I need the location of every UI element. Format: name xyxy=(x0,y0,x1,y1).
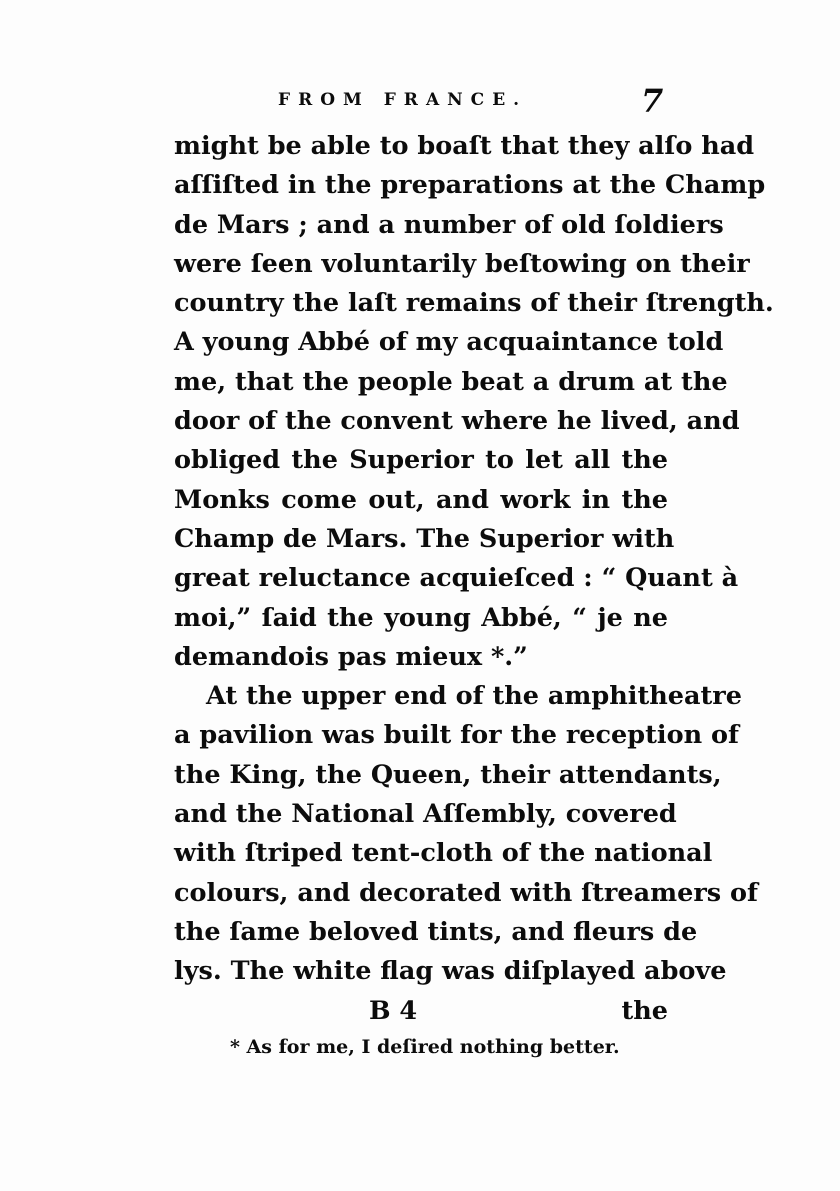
text-line-20: colours, and decorated with ſtreamers of xyxy=(174,877,758,908)
text-line-11: Champ de Mars. The Superior with xyxy=(174,523,675,554)
signature-line xyxy=(174,992,668,1031)
text-line-3: de Mars ; and a number of old ſoldiers xyxy=(174,209,724,240)
page-header xyxy=(0,82,840,122)
catchword: the xyxy=(621,995,668,1026)
text-line-7: me, that the people beat a drum at the xyxy=(174,366,728,397)
text-line-5: country the laſt remains of their ſtrength. xyxy=(174,288,774,319)
text-line-22: lys. The white flag was diſplayed above xyxy=(174,956,727,987)
text-line-6: A young Abbé of my acquaintance told xyxy=(174,327,724,358)
text-line-21: the ſame beloved tints, and fleurs de xyxy=(174,916,698,947)
text-line-13: moi,” ſaid the young Abbé, “ je ne xyxy=(174,602,668,633)
running-head: FROM FRANCE. xyxy=(278,90,528,110)
text-line-2: aſſiſted in the preparations at the Champ xyxy=(174,170,766,201)
text-line-15: At the upper end of the amphitheatre xyxy=(206,681,742,712)
text-line-8: door of the convent where he lived, and xyxy=(174,406,740,437)
text-line-14: demandois pas mieux *.” xyxy=(174,641,528,672)
body-text xyxy=(174,127,774,1031)
text-line-4: were ſeen voluntarily beſtowing on their xyxy=(174,248,750,279)
signature-mark: B 4 xyxy=(369,995,418,1026)
text-line-10: Monks come out, and work in the xyxy=(174,484,668,515)
text-line-19: with ſtriped tent-cloth of the national xyxy=(174,838,713,869)
text-line-17: the King, the Queen, their attendants, xyxy=(174,759,722,790)
footnote: * As for me, I deſired nothing better. xyxy=(230,1036,620,1058)
page-number: 7 xyxy=(641,82,664,120)
text-line-9: obliged the Superior to let all the xyxy=(174,445,668,476)
text-line-12: great reluctance acquieſced : “ Quant à xyxy=(174,563,739,594)
text-line-1: might be able to boaſt that they alſo had xyxy=(174,131,755,161)
text-line-16: a pavilion was built for the reception of xyxy=(174,720,739,751)
text-line-18: and the National Aſſembly, covered xyxy=(174,799,677,830)
